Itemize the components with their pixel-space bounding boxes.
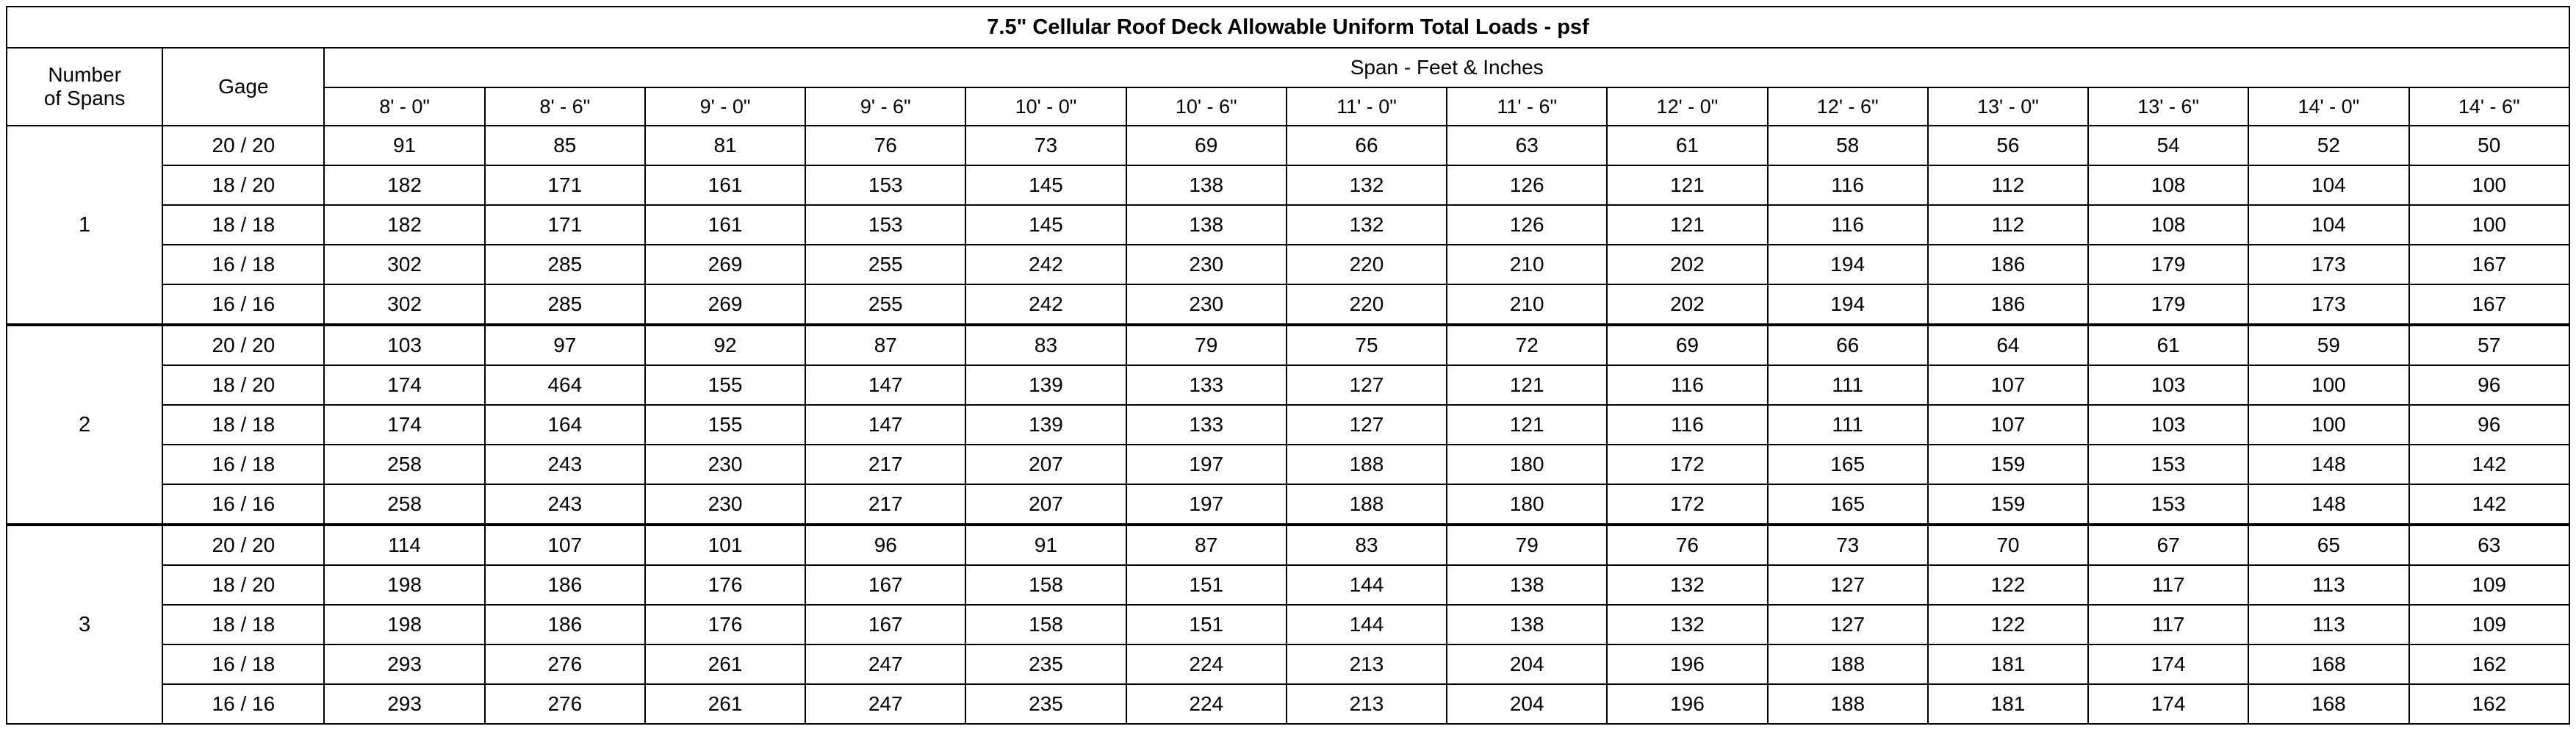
load-value-cell: 52: [2248, 126, 2408, 165]
load-value-cell: 161: [645, 205, 805, 245]
load-value-cell: 91: [965, 525, 1126, 565]
load-value-cell: 172: [1607, 484, 1767, 525]
load-value-cell: 247: [805, 684, 965, 724]
load-value-cell: 72: [1447, 325, 1607, 365]
span-column-header: 8' - 6": [485, 87, 645, 126]
load-value-cell: 127: [1768, 565, 1928, 605]
load-value-cell: 66: [1768, 325, 1928, 365]
load-value-cell: 63: [2409, 525, 2570, 565]
number-of-spans-cell: 1: [7, 126, 162, 325]
load-value-cell: 243: [485, 484, 645, 525]
load-value-cell: 276: [485, 684, 645, 724]
load-value-cell: 217: [805, 484, 965, 525]
load-value-cell: 174: [2088, 684, 2248, 724]
gage-cell: 18 / 20: [162, 165, 324, 205]
title-row: [7, 7, 2569, 48]
load-value-cell: 107: [1928, 365, 2088, 405]
load-value-cell: 121: [1607, 165, 1767, 205]
gage-cell: 16 / 16: [162, 284, 324, 325]
load-value-cell: 54: [2088, 126, 2248, 165]
load-value-cell: 103: [2088, 365, 2248, 405]
span-column-header: 9' - 6": [805, 87, 965, 126]
load-value-cell: 139: [965, 405, 1126, 445]
load-value-cell: 176: [645, 565, 805, 605]
gage-cell: 20 / 20: [162, 525, 324, 565]
load-value-cell: 127: [1287, 365, 1447, 405]
load-value-cell: 186: [485, 605, 645, 644]
load-value-cell: 182: [324, 165, 484, 205]
span-column-header: 8' - 0": [324, 87, 484, 126]
load-value-cell: 285: [485, 245, 645, 284]
load-value-cell: 161: [645, 165, 805, 205]
table-row: [7, 325, 2569, 365]
load-value-cell: 188: [1768, 644, 1928, 684]
load-value-cell: 158: [965, 605, 1126, 644]
load-value-cell: 108: [2088, 205, 2248, 245]
load-value-cell: 112: [1928, 205, 2088, 245]
allowable-loads-table: [6, 6, 2570, 725]
load-value-cell: 242: [965, 245, 1126, 284]
load-value-cell: 139: [965, 365, 1126, 405]
load-value-cell: 121: [1607, 205, 1767, 245]
load-value-cell: 127: [1768, 605, 1928, 644]
load-value-cell: 79: [1447, 525, 1607, 565]
load-value-cell: 138: [1447, 605, 1607, 644]
load-value-cell: 162: [2409, 644, 2570, 684]
load-value-cell: 138: [1126, 205, 1287, 245]
load-value-cell: 155: [645, 405, 805, 445]
load-value-cell: 116: [1768, 205, 1928, 245]
load-value-cell: 204: [1447, 684, 1607, 724]
load-value-cell: 180: [1447, 484, 1607, 525]
span-column-header: 10' - 6": [1126, 87, 1287, 126]
load-value-cell: 162: [2409, 684, 2570, 724]
load-value-cell: 114: [324, 525, 484, 565]
span-columns-row: [7, 87, 2569, 126]
load-value-cell: 207: [965, 484, 1126, 525]
load-value-cell: 58: [1768, 126, 1928, 165]
load-value-cell: 133: [1126, 365, 1287, 405]
load-value-cell: 79: [1126, 325, 1287, 365]
load-value-cell: 186: [1928, 284, 2088, 325]
load-value-cell: 165: [1768, 445, 1928, 484]
load-value-cell: 167: [805, 565, 965, 605]
gage-header: Gage: [162, 48, 324, 126]
load-value-cell: 100: [2248, 365, 2408, 405]
load-value-cell: 147: [805, 405, 965, 445]
load-value-cell: 116: [1768, 165, 1928, 205]
load-value-cell: 155: [645, 365, 805, 405]
table-row: [7, 484, 2569, 525]
load-value-cell: 164: [485, 405, 645, 445]
load-value-cell: 167: [805, 605, 965, 644]
load-value-cell: 83: [965, 325, 1126, 365]
load-value-cell: 92: [645, 325, 805, 365]
load-value-cell: 261: [645, 644, 805, 684]
table-row: [7, 365, 2569, 405]
load-value-cell: 104: [2248, 165, 2408, 205]
load-value-cell: 174: [324, 365, 484, 405]
load-value-cell: 76: [805, 126, 965, 165]
load-value-cell: 57: [2409, 325, 2570, 365]
load-value-cell: 176: [645, 605, 805, 644]
load-value-cell: 224: [1126, 644, 1287, 684]
load-value-cell: 138: [1447, 565, 1607, 605]
span-column-header: 11' - 0": [1287, 87, 1447, 126]
table-body: [7, 126, 2569, 724]
load-value-cell: 153: [805, 205, 965, 245]
load-value-cell: 142: [2409, 484, 2570, 525]
load-value-cell: 168: [2248, 684, 2408, 724]
load-value-cell: 113: [2248, 605, 2408, 644]
load-value-cell: 109: [2409, 605, 2570, 644]
load-value-cell: 132: [1607, 605, 1767, 644]
load-value-cell: 188: [1768, 684, 1928, 724]
load-value-cell: 76: [1607, 525, 1767, 565]
load-value-cell: 230: [645, 484, 805, 525]
table-title: 7.5" Cellular Roof Deck Allowable Uniform Total Loads - psf: [7, 7, 2569, 48]
table-row: [7, 684, 2569, 724]
load-value-cell: 50: [2409, 126, 2570, 165]
load-value-cell: 121: [1447, 365, 1607, 405]
span-column-header: 13' - 0": [1928, 87, 2088, 126]
load-value-cell: 148: [2248, 484, 2408, 525]
load-value-cell: 116: [1607, 405, 1767, 445]
table-row: [7, 644, 2569, 684]
load-value-cell: 113: [2248, 565, 2408, 605]
table-row: [7, 284, 2569, 325]
load-value-cell: 117: [2088, 605, 2248, 644]
load-value-cell: 217: [805, 445, 965, 484]
gage-cell: 16 / 16: [162, 484, 324, 525]
load-value-cell: 111: [1768, 405, 1928, 445]
table-row: [7, 605, 2569, 644]
load-value-cell: 101: [645, 525, 805, 565]
load-value-cell: 133: [1126, 405, 1287, 445]
load-value-cell: 147: [805, 365, 965, 405]
gage-cell: 20 / 20: [162, 126, 324, 165]
load-value-cell: 269: [645, 245, 805, 284]
load-value-cell: 207: [965, 445, 1126, 484]
gage-cell: 16 / 16: [162, 684, 324, 724]
load-value-cell: 85: [485, 126, 645, 165]
span-column-header: 9' - 0": [645, 87, 805, 126]
gage-cell: 18 / 18: [162, 605, 324, 644]
load-value-cell: 132: [1607, 565, 1767, 605]
load-value-cell: 96: [2409, 405, 2570, 445]
load-value-cell: 230: [1126, 284, 1287, 325]
load-value-cell: 122: [1928, 565, 2088, 605]
load-value-cell: 235: [965, 644, 1126, 684]
load-value-cell: 116: [1607, 365, 1767, 405]
load-value-cell: 126: [1447, 165, 1607, 205]
load-value-cell: 258: [324, 484, 484, 525]
load-value-cell: 109: [2409, 565, 2570, 605]
load-value-cell: 196: [1607, 644, 1767, 684]
load-value-cell: 197: [1126, 445, 1287, 484]
load-value-cell: 165: [1768, 484, 1928, 525]
table-row: [7, 165, 2569, 205]
load-value-cell: 269: [645, 284, 805, 325]
load-value-cell: 204: [1447, 644, 1607, 684]
span-column-header: 14' - 6": [2409, 87, 2570, 126]
load-value-cell: 196: [1607, 684, 1767, 724]
load-value-cell: 247: [805, 644, 965, 684]
load-value-cell: 107: [1928, 405, 2088, 445]
load-value-cell: 213: [1287, 644, 1447, 684]
load-value-cell: 276: [485, 644, 645, 684]
load-value-cell: 97: [485, 325, 645, 365]
load-value-cell: 181: [1928, 644, 2088, 684]
load-value-cell: 103: [324, 325, 484, 365]
load-value-cell: 182: [324, 205, 484, 245]
load-value-cell: 153: [2088, 445, 2248, 484]
gage-cell: 20 / 20: [162, 325, 324, 365]
span-group-header: Span - Feet & Inches: [324, 48, 2569, 87]
load-value-cell: 87: [1126, 525, 1287, 565]
load-value-cell: 142: [2409, 445, 2570, 484]
gage-cell: 18 / 20: [162, 565, 324, 605]
load-value-cell: 151: [1126, 565, 1287, 605]
number-of-spans-header-line2: of Spans: [43, 87, 126, 109]
load-value-cell: 210: [1447, 245, 1607, 284]
load-value-cell: 65: [2248, 525, 2408, 565]
span-column-header: 11' - 6": [1447, 87, 1607, 126]
span-group-row: [7, 48, 2569, 87]
load-value-cell: 56: [1928, 126, 2088, 165]
load-value-cell: 104: [2248, 205, 2408, 245]
load-value-cell: 186: [485, 565, 645, 605]
load-value-cell: 167: [2409, 245, 2570, 284]
load-value-cell: 167: [2409, 284, 2570, 325]
load-value-cell: 230: [1126, 245, 1287, 284]
number-of-spans-header: [7, 48, 162, 126]
load-value-cell: 83: [1287, 525, 1447, 565]
number-of-spans-cell: 3: [7, 525, 162, 724]
load-value-cell: 145: [965, 205, 1126, 245]
load-value-cell: 213: [1287, 684, 1447, 724]
span-column-header: 14' - 0": [2248, 87, 2408, 126]
span-column-header: 12' - 0": [1607, 87, 1767, 126]
load-value-cell: 111: [1768, 365, 1928, 405]
load-value-cell: 202: [1607, 284, 1767, 325]
load-value-cell: 132: [1287, 165, 1447, 205]
load-value-cell: 181: [1928, 684, 2088, 724]
span-column-header: 12' - 6": [1768, 87, 1928, 126]
load-value-cell: 69: [1126, 126, 1287, 165]
load-value-cell: 174: [324, 405, 484, 445]
load-value-cell: 186: [1928, 245, 2088, 284]
load-value-cell: 198: [324, 565, 484, 605]
load-value-cell: 171: [485, 165, 645, 205]
load-value-cell: 121: [1447, 405, 1607, 445]
load-value-cell: 67: [2088, 525, 2248, 565]
load-value-cell: 117: [2088, 565, 2248, 605]
table-row: [7, 445, 2569, 484]
load-value-cell: 173: [2248, 284, 2408, 325]
load-value-cell: 144: [1287, 565, 1447, 605]
gage-cell: 16 / 18: [162, 245, 324, 284]
load-value-cell: 63: [1447, 126, 1607, 165]
load-value-cell: 122: [1928, 605, 2088, 644]
load-value-cell: 100: [2409, 165, 2570, 205]
load-value-cell: 285: [485, 284, 645, 325]
load-value-cell: 302: [324, 245, 484, 284]
table-row: [7, 525, 2569, 565]
load-value-cell: 224: [1126, 684, 1287, 724]
load-value-cell: 151: [1126, 605, 1287, 644]
load-value-cell: 81: [645, 126, 805, 165]
gage-cell: 18 / 20: [162, 365, 324, 405]
number-of-spans-header-line1: Number: [48, 63, 121, 86]
load-value-cell: 61: [2088, 325, 2248, 365]
load-value-cell: 153: [2088, 484, 2248, 525]
load-value-cell: 145: [965, 165, 1126, 205]
load-value-cell: 464: [485, 365, 645, 405]
load-value-cell: 230: [645, 445, 805, 484]
load-value-cell: 148: [2248, 445, 2408, 484]
number-of-spans-cell: 2: [7, 325, 162, 525]
load-value-cell: 172: [1607, 445, 1767, 484]
table-row: [7, 245, 2569, 284]
load-value-cell: 126: [1447, 205, 1607, 245]
load-value-cell: 59: [2248, 325, 2408, 365]
load-value-cell: 243: [485, 445, 645, 484]
load-value-cell: 64: [1928, 325, 2088, 365]
load-value-cell: 194: [1768, 284, 1928, 325]
load-value-cell: 96: [2409, 365, 2570, 405]
load-value-cell: 69: [1607, 325, 1767, 365]
load-value-cell: 258: [324, 445, 484, 484]
load-value-cell: 73: [1768, 525, 1928, 565]
load-value-cell: 173: [2248, 245, 2408, 284]
table-header: [7, 7, 2569, 126]
load-value-cell: 179: [2088, 284, 2248, 325]
load-value-cell: 197: [1126, 484, 1287, 525]
table-row: [7, 126, 2569, 165]
load-value-cell: 255: [805, 245, 965, 284]
gage-cell: 16 / 18: [162, 644, 324, 684]
gage-cell: 18 / 18: [162, 405, 324, 445]
load-value-cell: 261: [645, 684, 805, 724]
load-value-cell: 168: [2248, 644, 2408, 684]
load-value-cell: 198: [324, 605, 484, 644]
load-value-cell: 112: [1928, 165, 2088, 205]
load-value-cell: 87: [805, 325, 965, 365]
gage-cell: 18 / 18: [162, 205, 324, 245]
span-column-header: 13' - 6": [2088, 87, 2248, 126]
load-value-cell: 188: [1287, 445, 1447, 484]
load-value-cell: 210: [1447, 284, 1607, 325]
table-row: [7, 205, 2569, 245]
load-value-cell: 108: [2088, 165, 2248, 205]
load-value-cell: 96: [805, 525, 965, 565]
span-column-header: 10' - 0": [965, 87, 1126, 126]
load-value-cell: 171: [485, 205, 645, 245]
load-value-cell: 220: [1287, 284, 1447, 325]
load-value-cell: 91: [324, 126, 484, 165]
load-value-cell: 159: [1928, 445, 2088, 484]
load-value-cell: 158: [965, 565, 1126, 605]
table-row: [7, 405, 2569, 445]
load-value-cell: 73: [965, 126, 1126, 165]
load-value-cell: 75: [1287, 325, 1447, 365]
load-value-cell: 70: [1928, 525, 2088, 565]
table-row: [7, 565, 2569, 605]
load-value-cell: 100: [2409, 205, 2570, 245]
load-value-cell: 103: [2088, 405, 2248, 445]
load-value-cell: 293: [324, 644, 484, 684]
load-value-cell: 242: [965, 284, 1126, 325]
load-value-cell: 159: [1928, 484, 2088, 525]
load-value-cell: 180: [1447, 445, 1607, 484]
load-value-cell: 100: [2248, 405, 2408, 445]
load-value-cell: 66: [1287, 126, 1447, 165]
load-value-cell: 220: [1287, 245, 1447, 284]
load-value-cell: 107: [485, 525, 645, 565]
load-value-cell: 188: [1287, 484, 1447, 525]
load-value-cell: 132: [1287, 205, 1447, 245]
load-value-cell: 235: [965, 684, 1126, 724]
load-value-cell: 144: [1287, 605, 1447, 644]
load-value-cell: 174: [2088, 644, 2248, 684]
load-value-cell: 153: [805, 165, 965, 205]
load-value-cell: 127: [1287, 405, 1447, 445]
load-value-cell: 293: [324, 684, 484, 724]
load-value-cell: 138: [1126, 165, 1287, 205]
load-value-cell: 202: [1607, 245, 1767, 284]
load-value-cell: 179: [2088, 245, 2248, 284]
gage-cell: 16 / 18: [162, 445, 324, 484]
load-value-cell: 302: [324, 284, 484, 325]
load-value-cell: 194: [1768, 245, 1928, 284]
load-value-cell: 61: [1607, 126, 1767, 165]
load-value-cell: 255: [805, 284, 965, 325]
